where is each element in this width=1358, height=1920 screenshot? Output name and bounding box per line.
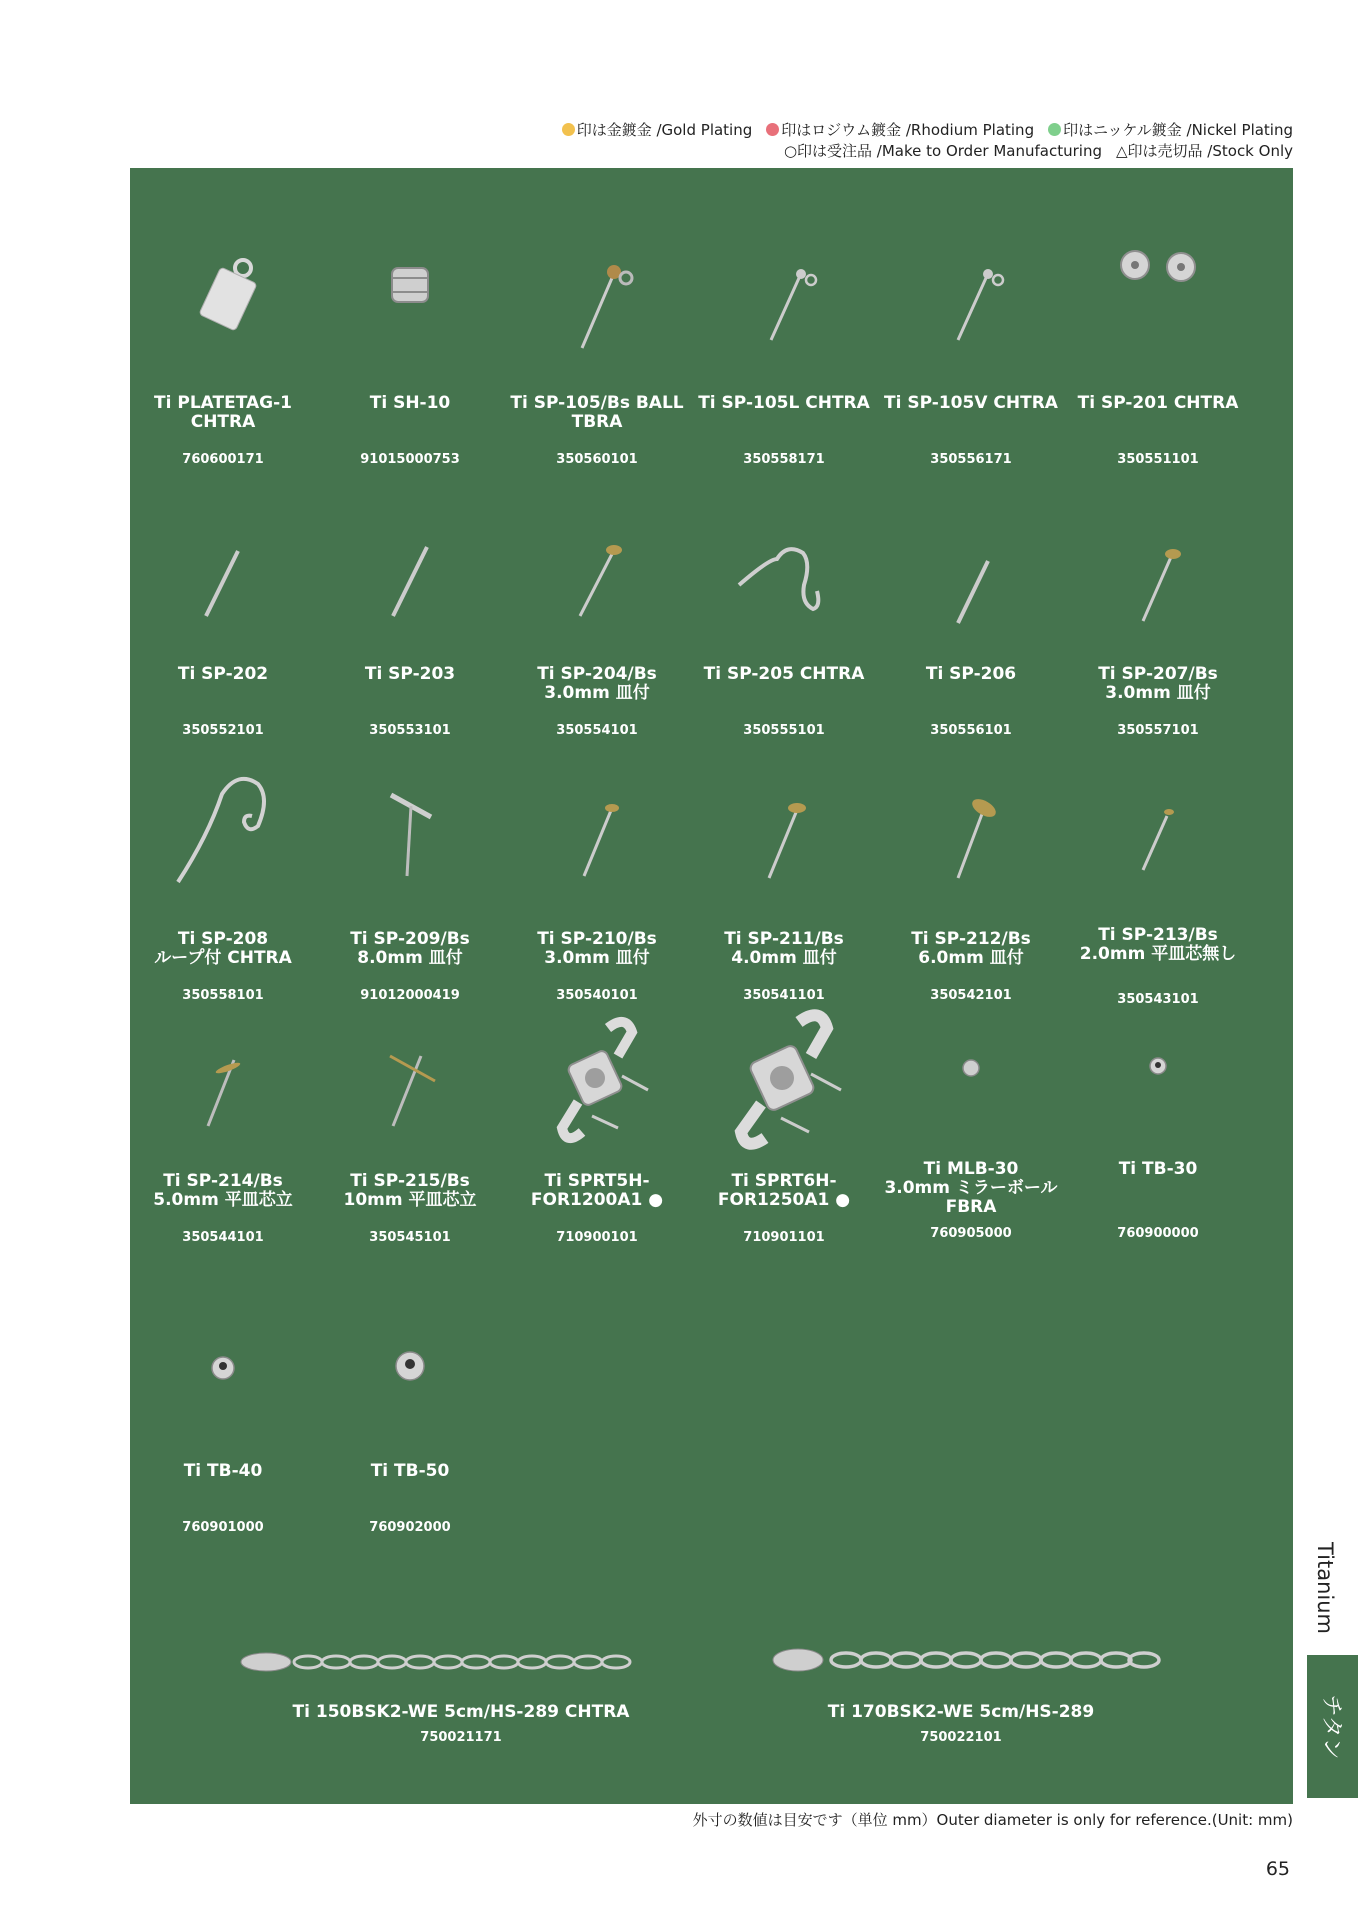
product-name: Ti SP-206 [925, 664, 1017, 684]
chain-card[interactable] [726, 1632, 1196, 1782]
pad-post-icon [1083, 760, 1233, 910]
cup-post-icon [709, 764, 859, 914]
chain-name: Ti 170BSK2-WE 5cm/HS-289 [827, 1702, 1095, 1722]
product-card[interactable] [691, 228, 877, 478]
product-card[interactable] [1065, 228, 1251, 478]
product-name: Ti SH-10 [369, 393, 451, 413]
product-name: Ti SP-105/Bs BALL TBRA [510, 393, 684, 432]
loop-post-icon [709, 228, 859, 378]
product-name: Ti PLATETAG-1 CHTRA [154, 393, 292, 432]
product-name: Ti SP-203 [364, 664, 456, 684]
product-card[interactable] [317, 228, 503, 478]
fish-hook-icon [148, 764, 298, 914]
extender-chain-icon [236, 1632, 686, 1692]
product-code: 350560101 [556, 452, 638, 467]
screw-clip-icon [709, 1006, 859, 1156]
product-code: 91012000419 [360, 988, 460, 1003]
round-bead-icon [335, 1296, 485, 1446]
pad-post-icon [1083, 499, 1233, 649]
rhodium-dot-icon [766, 123, 779, 136]
product-code: 350545101 [369, 1230, 451, 1245]
product-card[interactable] [317, 499, 503, 749]
cup-post-icon [522, 764, 672, 914]
product-name: Ti SPRT6H- FOR1250A1 ● [717, 1171, 851, 1210]
product-code: 350551101 [1117, 452, 1199, 467]
product-card[interactable] [691, 499, 877, 749]
product-name: Ti SP-202 [177, 664, 269, 684]
product-name: Ti SP-105V CHTRA [884, 393, 1058, 413]
gold-dot-icon [562, 123, 575, 136]
product-code: 350557101 [1117, 723, 1199, 738]
product-name: Ti TB-40 [183, 1461, 263, 1481]
disc-post-icon [148, 1006, 298, 1156]
screw-clip-icon [522, 1006, 672, 1156]
product-code: 760600171 [182, 452, 264, 467]
product-name: Ti SP-201 CHTRA [1077, 393, 1239, 413]
product-card[interactable] [130, 499, 316, 749]
flat-pad-post-icon [335, 764, 485, 914]
product-card[interactable] [317, 764, 503, 1014]
extender-chain-icon [736, 1632, 1186, 1692]
product-card[interactable] [691, 764, 877, 1014]
nickel-dot-icon [1048, 123, 1061, 136]
loop-post-icon [896, 228, 1046, 378]
product-card[interactable] [317, 1296, 503, 1546]
french-hook-icon [709, 499, 859, 649]
product-card[interactable] [878, 228, 1064, 478]
product-name: Ti SP-212/Bs 6.0mm 皿付 [911, 929, 1031, 968]
product-name: Ti SP-214/Bs 5.0mm 平皿芯立 [153, 1171, 293, 1210]
disc-post-icon [335, 1006, 485, 1156]
plating-legend [562, 120, 1293, 162]
product-card[interactable] [130, 228, 316, 478]
tube-bead-icon [335, 228, 485, 378]
product-code: 350555101 [743, 723, 825, 738]
product-name: Ti MLB-30 3.0mm ミラーボール FBRA [884, 1159, 1058, 1217]
product-code: 91015000753 [360, 452, 460, 467]
round-bead-icon [1083, 994, 1233, 1144]
product-name: Ti SP-215/Bs 10mm 平皿芯立 [343, 1171, 477, 1210]
chain-card[interactable] [226, 1632, 696, 1782]
product-card[interactable] [504, 764, 690, 1014]
chain-name: Ti 150BSK2-WE 5cm/HS-289 CHTRA [292, 1702, 630, 1722]
product-code: 350554101 [556, 723, 638, 738]
product-name: Ti SP-207/Bs 3.0mm 皿付 [1098, 664, 1218, 703]
legend-line-1: 印は金鍍金 /Gold Plating 印はロジウム鍍金 /Rhodium Plating 印はニッケル鍍金 /Nickel Plating [562, 120, 1293, 141]
product-name: Ti SP-209/Bs 8.0mm 皿付 [350, 929, 470, 968]
product-panel [130, 168, 1293, 1804]
post-pin-icon [148, 499, 298, 649]
product-card[interactable] [1065, 760, 1251, 1010]
product-code: 350540101 [556, 988, 638, 1003]
product-name: Ti TB-30 [1118, 1159, 1198, 1179]
product-card[interactable] [130, 1296, 316, 1546]
product-code: 350541101 [743, 988, 825, 1003]
product-card[interactable] [878, 764, 1064, 1014]
product-name: Ti SP-210/Bs 3.0mm 皿付 [537, 929, 657, 968]
product-code: 350556171 [930, 452, 1012, 467]
product-card[interactable] [504, 228, 690, 478]
product-code: 760900000 [1117, 1226, 1199, 1241]
product-code: 350558101 [182, 988, 264, 1003]
product-name: Ti SP-204/Bs 3.0mm 皿付 [537, 664, 657, 703]
product-name: Ti SP-205 CHTRA [703, 664, 865, 684]
chain-code: 750021171 [420, 1730, 502, 1745]
round-bead-icon [148, 1296, 298, 1446]
product-code: 350556101 [930, 723, 1012, 738]
page-number: 65 [1265, 1858, 1290, 1880]
product-code: 350552101 [182, 723, 264, 738]
chain-code: 750022101 [920, 1730, 1002, 1745]
product-card[interactable] [504, 1006, 690, 1256]
post-pin-icon [335, 499, 485, 649]
product-name: Ti SP-213/Bs 2.0mm 平皿芯無し [1079, 925, 1237, 964]
product-name: Ti SPRT5H- FOR1200A1 ● [530, 1171, 664, 1210]
pad-post-icon [522, 499, 672, 649]
product-code: 760902000 [369, 1520, 451, 1535]
cup-post-icon [896, 764, 1046, 914]
plate-tag-icon [148, 228, 298, 378]
mirror-ball-icon [896, 994, 1046, 1144]
product-name: Ti SP-208 ループ付 CHTRA [154, 929, 292, 968]
product-code: 350553101 [369, 723, 451, 738]
product-name: Ti TB-50 [370, 1461, 450, 1481]
product-name: Ti SP-105L CHTRA [698, 393, 870, 413]
footnote: 外寸の数値は目安です（単位 mm）Outer diameter is only for reference.(Unit: mm) [692, 1811, 1293, 1829]
product-code: 710900101 [556, 1230, 638, 1245]
product-code: 760905000 [930, 1226, 1012, 1241]
ear-nut-icon [1083, 228, 1233, 378]
product-card[interactable] [504, 499, 690, 749]
ball-post-icon [522, 228, 672, 378]
product-card[interactable] [878, 994, 1064, 1244]
side-tab-jp[interactable]: チタン [1307, 1655, 1358, 1798]
product-code: 350542101 [930, 988, 1012, 1003]
product-card[interactable] [130, 764, 316, 1014]
product-code: 350558171 [743, 452, 825, 467]
product-card[interactable] [317, 1006, 503, 1256]
product-code: 760901000 [182, 1520, 264, 1535]
product-card[interactable] [878, 499, 1064, 749]
product-code: 350544101 [182, 1230, 264, 1245]
side-label-en: Titanium [1313, 1541, 1337, 1635]
legend-line-2: ○印は受注品 /Make to Order Manufacturing △印は売切品 /Stock Only [783, 142, 1293, 160]
product-code: 710901101 [743, 1230, 825, 1245]
post-pin-icon [896, 499, 1046, 649]
product-card[interactable] [1065, 499, 1251, 749]
product-name: Ti SP-211/Bs 4.0mm 皿付 [724, 929, 844, 968]
product-card[interactable] [130, 1006, 316, 1256]
product-card[interactable] [691, 1006, 877, 1256]
product-card[interactable] [1065, 994, 1251, 1244]
product-code: 350543101 [1117, 992, 1199, 1007]
